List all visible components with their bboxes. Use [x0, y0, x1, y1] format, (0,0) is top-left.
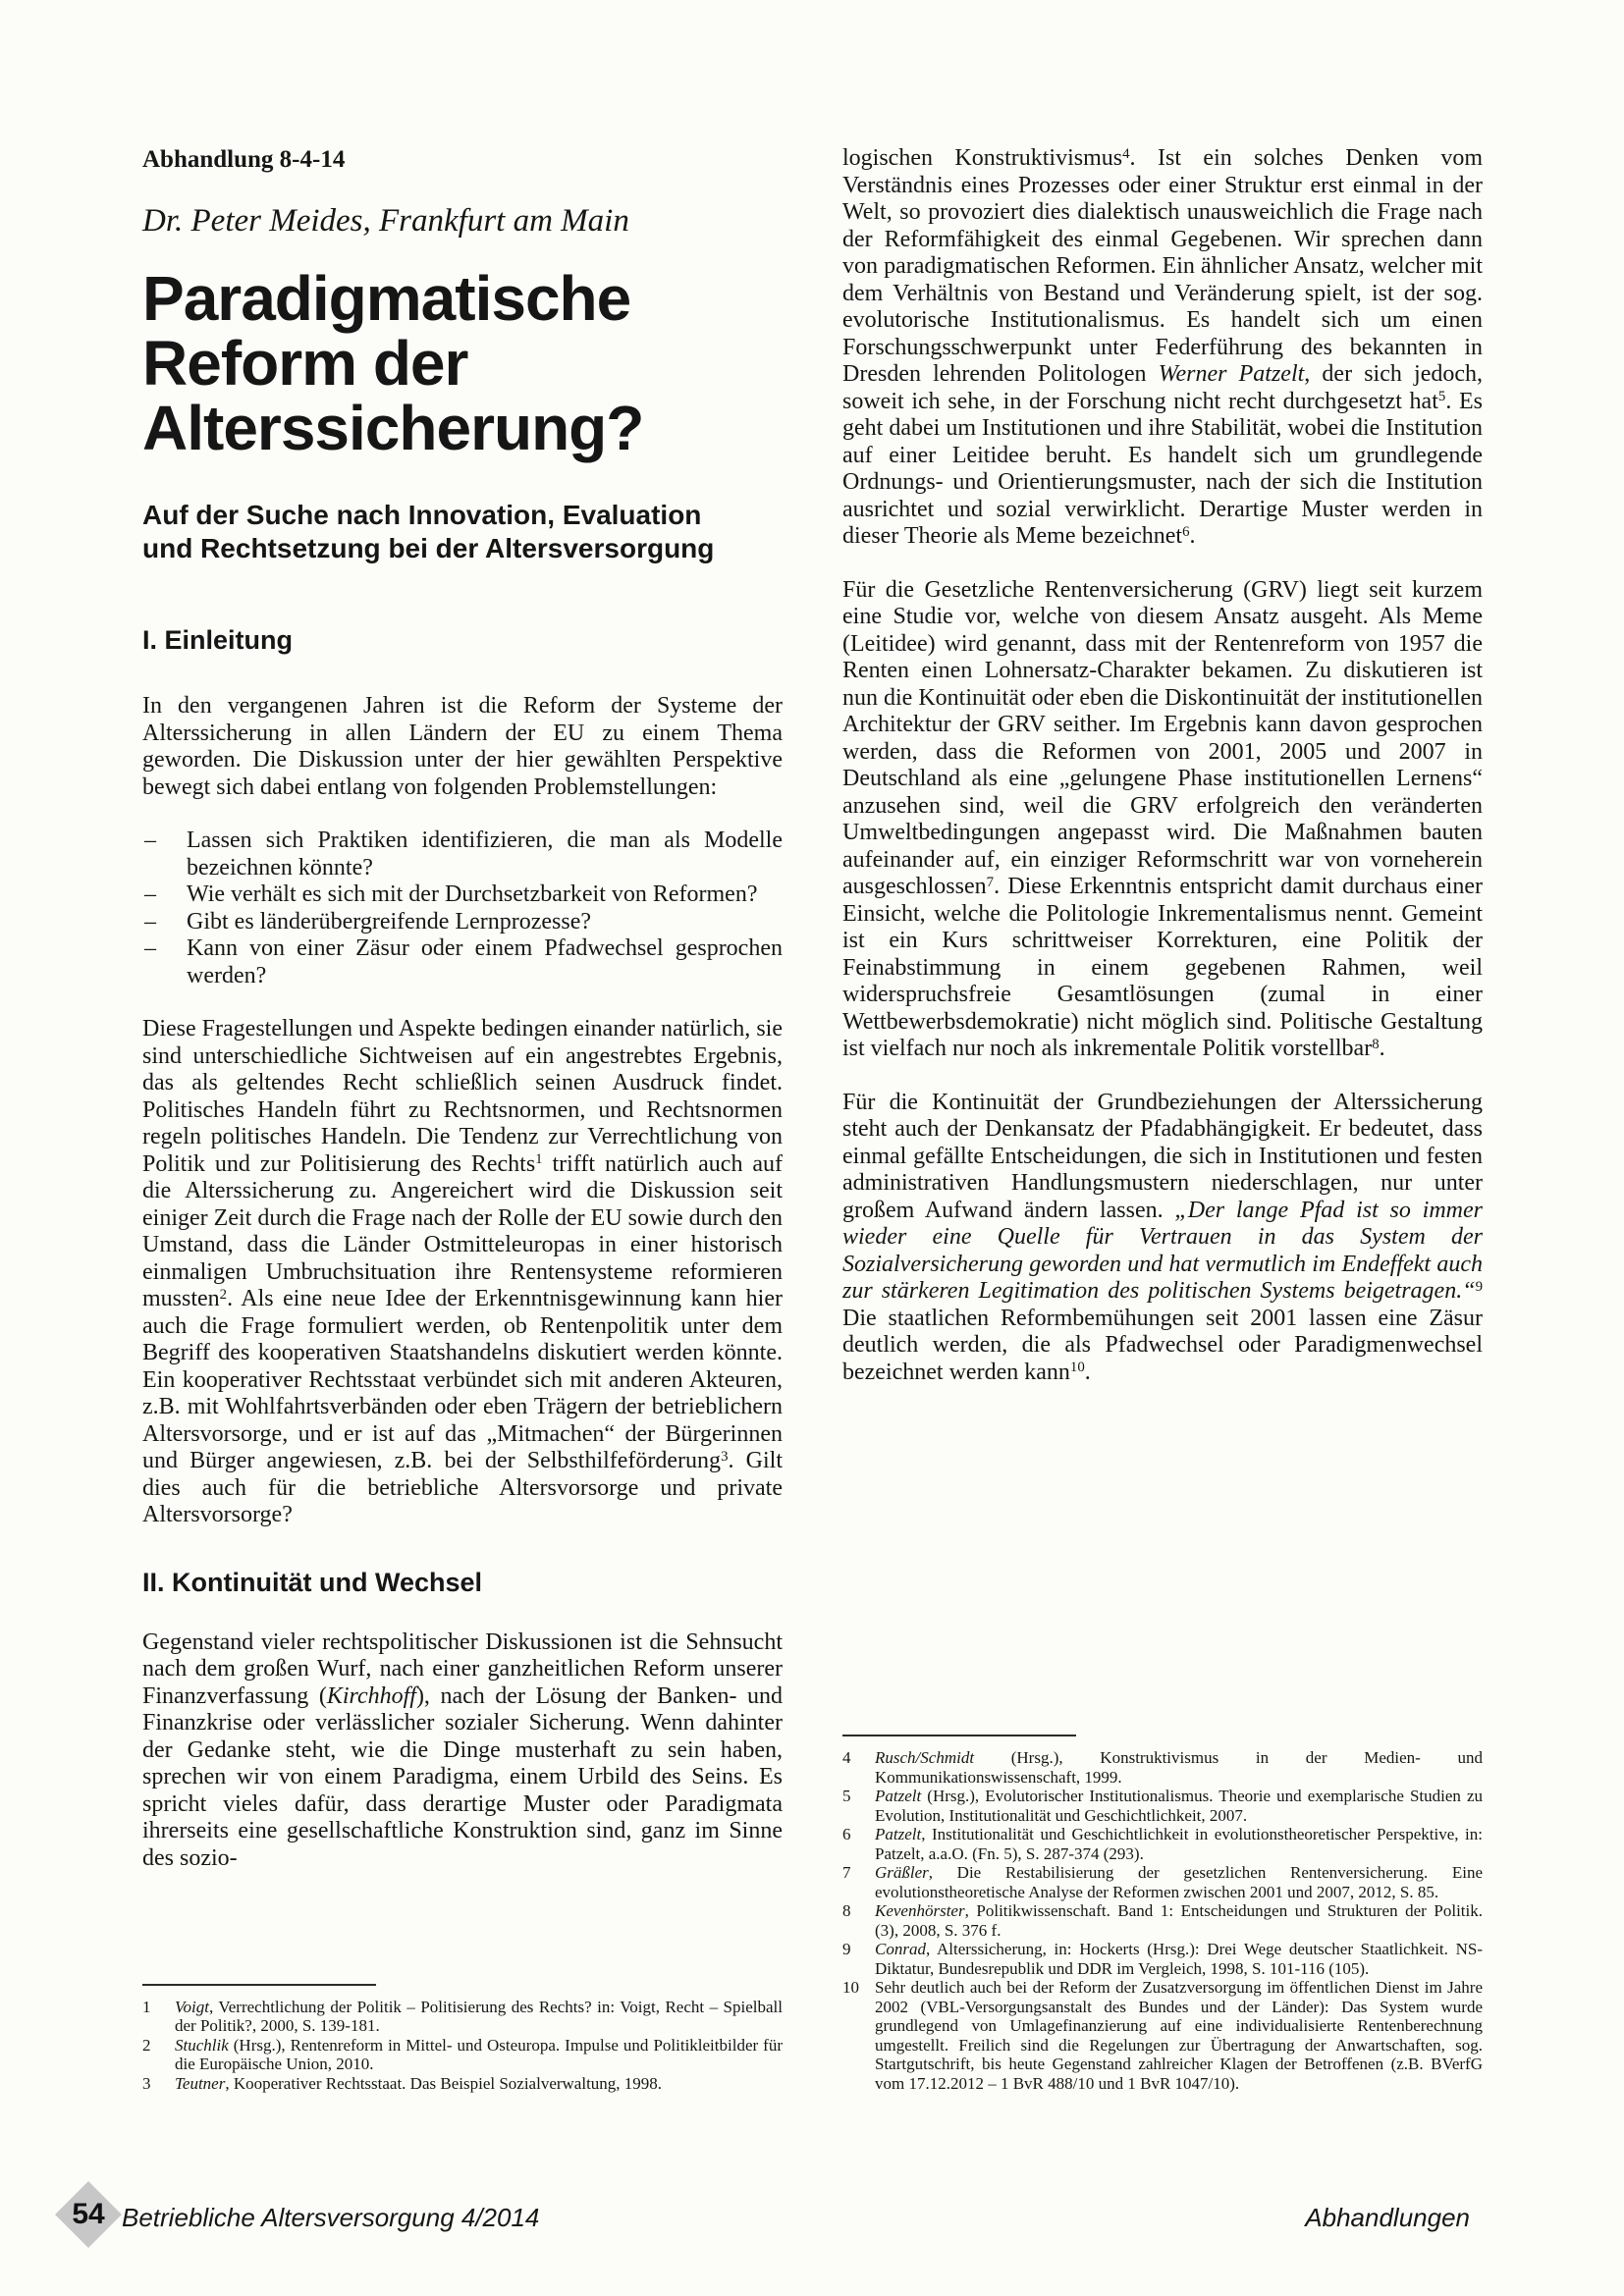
footnotes-left — [142, 1984, 783, 2094]
footnote-item — [142, 2074, 783, 2094]
footnote-number: 1 — [142, 1997, 151, 2016]
page-footer — [0, 2181, 1624, 2260]
question-text: Kann von einer Zäsur oder einem Pfadwechsel gesprochen werden? — [187, 935, 783, 988]
footnote-text: Stuchlik (Hrsg.), Rentenreform in Mittel- und Osteuropa. Impulse und Politikleitbilder für die Europäische Union, 2010. — [175, 2035, 783, 2073]
question-list — [142, 828, 783, 989]
footnote-item — [842, 1825, 1483, 1863]
paragraph-right-3: Für die Kontinuität der Grundbeziehungen der Alterssicherung steht auch der Denkansatz der Pfadabhängigkeit. Er bedeutet, dass einmal gefällte Entscheidungen, die sich in Institutionen und festen administrativen Handlungsmustern niederschlagen, nur unter großem Aufwand ändern lassen. „Der lange Pfad ist so immer wieder eine Quelle für Vertrauen in das System der Sozialversicherung geworden und hat vermutlich im Endeffekt auch zur stärkeren Legitimation des politischen Systems beigetragen.“$^9$ Die staatlichen Reformbemühungen seit 2001 lassen eine Zäsur deutlich werden, die als Pfadwechsel oder Paradigmenwechsel bezeichnet werden kann$^{10}$. — [842, 1089, 1483, 1385]
footer-section-label: Abhandlungen — [1305, 2203, 1470, 2232]
footnote-text: Patzelt, Institutionalität und Geschichtlichkeit in evolutionstheoretischer Perspektive, in: Patzelt, a.a.O. (Fn. 5), S. 287-374 (293). — [875, 1825, 1483, 1863]
paragraph-intro: In den vergangenen Jahren ist die Reform der Systeme der Alterssicherung in allen Ländern der EU zu einem Thema geworden. Die Diskussion unter der hier gewählten Perspektive bewegt sich dabei entlang von folgenden Problemstellungen: — [142, 693, 783, 800]
section-heading-kontinuitaet: II. Kontinuität und Wechsel — [142, 1567, 483, 1597]
footnote-ref: 6 — [1182, 523, 1190, 540]
right-column — [842, 145, 1483, 1413]
footnote-number: 6 — [842, 1825, 851, 1843]
question-item — [142, 881, 783, 909]
paragraph-left-2: Diese Fragestellungen und Aspekte bedingen einander natürlich, sie sind unterschiedliche Sichtweisen auf ein angestrebtes Ergebnis, das als geltendes Recht schließlich seinen Ausdruck findet. Politisches Handeln führt zu Rechtsnormen, und Rechtsnormen regeln politisches Handeln. Die Tendenz zur Verrechtlichung von Politik und zur Politisierung des Rechts$^1$ trifft natürlich auch auf die Alterssicherung zu. Angereichert wird die Diskussion seit einiger Zeit durch die Frage nach der Rolle der EU sowie durch den Umstand, dass die Länder Ostmitteleuropas in einer historisch einmaligen Umbruchsituation ihre Rentensysteme reformieren mussten$^2$. Als eine neue Idee der Erkenntnisgewinnung kann hier auch die Frage formuliert werden, ob Rentenpolitik unter dem Begriff des kooperativen Staatshandelns diskutiert werden könnte. Ein kooperativer Rechtsstaat verbündet sich mit anderen Akteuren, z.B. mit Wohlfahrtsverbänden oder eben Trägern der betrieblichern Altersvorsorge, und er ist auf das „Mitmachen“ der Bürgerinnen und Bürger angewiesen, z.B. bei der Selbsthilfeförderung$^3$. Gilt dies auch für die betriebliche Altersvorsorge und private Altersvorsorge? — [142, 1016, 783, 1527]
question-text: Gibt es länderübergreifende Lernprozesse? — [187, 908, 592, 934]
subtitle-line-2: und Rechtsetzung bei der Altersversorgung — [142, 533, 715, 563]
title-line-3: Alterssicherung? — [142, 393, 644, 463]
footnote-ref: 7 — [986, 874, 995, 890]
footnote-text: Gräßler, Die Restabilisierung der gesetzlichen Rentenversicherung. Eine evolutionstheoretische Analyse der Reformen zwischen 2001 und 2007, 2012, S. 85. — [875, 1863, 1483, 1901]
journal-title: Betriebliche Altersversorgung 4/2014 — [122, 2203, 540, 2232]
footnote-text: Sehr deutlich auch bei der Reform der Zusatzversorgung im öffentlichen Dienst im Jahre 2002 (VBL-Versorgungsanstalt des Bundes und der Länder): Das System wurde grundlegend von Umlagefinanzierung auf eine individualisierte Rentenberechnung umgestellt. Freilich sind die Regelungen zur Übertragung der Anwartschaften, sog. Startgutschrift, bis heute Gegenstand zahlreicher Klagen der Betroffenen (z.B. BVerfG vom 17.12.2012 – 1 BvR 488/10 und 1 BvR 1047/10). — [875, 1978, 1483, 2093]
footnote-number: 7 — [842, 1863, 851, 1882]
footnote-item — [842, 1863, 1483, 1901]
footnote-list-right — [842, 1748, 1483, 2093]
section-heading-einleitung: I. Einleitung — [142, 625, 293, 655]
question-item — [142, 935, 783, 989]
footnote-number: 10 — [842, 1978, 859, 1997]
footnote-list-left — [142, 1998, 783, 2094]
dash-marker: – — [144, 935, 156, 961]
paragraph-left-3: Gegenstand vieler rechtspolitischer Diskussionen ist die Sehnsucht nach dem großen Wurf, nach einer ganzheitlichen Reform unserer Finanzverfassung (Kirchhoff), nach der Lösung der Banken- und Finanzkrise oder verlässlicher sozialer Sicherung. Wenn dahinter der Gedanke steht, wie die Dinge musterhaft zu sein haben, sprechen wir von einem Paradigma, einem Urbild des Seins. Es spricht vieles dafür, dass derartige Muster oder Paradigmata ihrerseits eine gesellschaftliche Konstruktion sind, ganz im Sinne des sozio- — [142, 1629, 784, 1871]
footnote-separator-right — [842, 1735, 1076, 1736]
page-number: 54 — [72, 2198, 105, 2230]
footnote-number: 5 — [842, 1787, 851, 1805]
footnote-item — [842, 1748, 1483, 1787]
footnote-separator-left — [142, 1984, 376, 1986]
question-item — [142, 909, 783, 936]
footnote-ref: 3 — [721, 1448, 729, 1465]
question-item — [142, 828, 783, 881]
footnote-number: 4 — [842, 1748, 851, 1767]
footnote-text: Voigt, Verrechtlichung der Politik – Politisierung des Rechts? in: Voigt, Recht – Spielball der Politik?, 2000, S. 139-181. — [175, 1997, 783, 2035]
paragraph-right-1: logischen Konstruktivismus$^4$. Ist ein solches Denken vom Verständnis eines Prozesses oder einer Struktur erst einmal in der Welt, so provoziert dies dialektisch unausweichlich die Frage nach der Reformfähigkeit des einmal Gegebenen. Wir sprechen dann von paradigmatischen Reformen. Ein ähnlicher Ansatz, welcher mit dem Verhältnis von Bestand und Veränderung spielt, ist der sog. evolutorische Institutionalismus. Es handelt sich um einen Forschungsschwerpunkt unter Federführung des bekannten in Dresden lehrenden Politologen Werner Patzelt, der sich jedoch, soweit ich sehe, in der Forschung nicht recht durchgesetzt hat$^5$. Es geht dabei um Institutionen und ihre Stabilität, wobei die Institution auf einer Leitidee beruht. Es handelt sich um grundlegende Ordnungs- und Orientierungsmuster, nach der sich die Institution ausrichtet und sozial verwirklicht. Derartige Muster werden in dieser Theorie als Meme bezeichnet$^6$. — [842, 145, 1484, 549]
footnote-text: Kevenhörster, Politikwissenschaft. Band 1: Entscheidungen und Strukturen der Politik. (3), 2008, S. 376 f. — [875, 1901, 1483, 1940]
footnote-ref: 9 — [1475, 1278, 1483, 1295]
article-title — [142, 263, 783, 463]
footnote-ref: 8 — [1372, 1036, 1380, 1052]
article-kicker: Abhandlung 8-4-14 — [142, 146, 346, 173]
footnote-item — [842, 1787, 1483, 1825]
footnote-item — [842, 1940, 1483, 1978]
left-column — [142, 145, 783, 1898]
footnote-text: Patzelt (Hrsg.), Evolutorischer Institutionalismus. Theorie und exemplarische Studien zu Evolution, Institutionalität und Geschichtlichkeit, 2007. — [875, 1787, 1483, 1825]
footnote-ref: 5 — [1437, 389, 1446, 405]
title-line-1: Paradigmatische — [142, 263, 631, 334]
footnote-number: 8 — [842, 1901, 851, 1920]
question-text: Lassen sich Praktiken identifizieren, die man als Modelle bezeichnen könnte? — [187, 828, 783, 881]
footnote-ref: 4 — [1122, 145, 1130, 162]
article-subtitle — [142, 499, 783, 565]
footnote-text: Teutner, Kooperativer Rechtsstaat. Das Beispiel Sozialverwaltung, 1998. — [175, 2073, 663, 2093]
question-text: Wie verhält es sich mit der Durchsetzbarkeit von Reformen? — [187, 881, 758, 907]
title-line-2: Reform der — [142, 328, 468, 399]
footnote-ref: 10 — [1069, 1360, 1085, 1376]
footnotes-right — [842, 1735, 1483, 2093]
footnote-item — [142, 2036, 783, 2074]
footnote-ref: 2 — [219, 1286, 228, 1303]
subtitle-line-1: Auf der Suche nach Innovation, Evaluation — [142, 500, 702, 530]
footnote-text: Conrad, Alterssicherung, in: Hockerts (Hrsg.): Drei Wege deutscher Staatlichkeit. NS-Diktatur, Bundesrepublik und DDR im Vergleich, 1998, S. 101-116 (105). — [875, 1940, 1483, 1978]
dash-marker: – — [144, 881, 156, 907]
footnote-number: 2 — [142, 2035, 151, 2055]
dash-marker: – — [144, 908, 156, 934]
footnote-item — [842, 1901, 1483, 1940]
paragraph-right-2: Für die Gesetzliche Rentenversicherung (GRV) liegt seit kurzem eine Studie vor, welche von diesem Ansatz ausgeht. Als Meme (Leitidee) wird genannt, dass mit der Rentenreform von 1957 die Renten einen Lohnersatz-Charakter bekamen. Zu diskutieren ist nun die Kontinuität oder eben die Diskontinuität der institutionellen Architektur der GRV seither. Im Ergebnis kann davon gesprochen werden, dass die Reformen von 2001, 2005 und 2007 in Deutschland als eine „gelungene Phase institutionellen Lernens“ anzusehen sind, weil die GRV erfolgreich den veränderten Umweltbedingungen angepasst wird. Die Maßnahmen bauten aufeinander auf, ein einziger Reformschritt war von vorneherein ausgeschlossen$^7$. Diese Erkenntnis entspricht damit durchaus einer Einsicht, welche die Politologie Inkrementalismus nennt. Gemeint ist ein Kurs schrittweiser Korrekturen, eine Politik der Feinabstimmung in einem gegebenen Rahmen, weil widerspruchsfreie Gesamtlösungen (zumal in einer Wettbewerbsdemokratie) nicht möglich sind. Politische Gestaltung ist vielfach nur noch als inkrementale Politik vorstellbar$^8$. — [842, 576, 1483, 1061]
footnote-text: Rusch/Schmidt (Hrsg.), Konstruktivismus in der Medien- und Kommunikationswissenschaft, 1999. — [875, 1748, 1483, 1787]
author-line: Dr. Peter Meides, Frankfurt am Main — [142, 203, 629, 239]
dash-marker: – — [144, 828, 156, 853]
footnote-ref: 1 — [535, 1151, 543, 1168]
footnote-number: 3 — [142, 2073, 151, 2093]
footnote-item — [842, 1978, 1483, 2093]
footnote-item — [142, 1998, 783, 2036]
footnote-number: 9 — [842, 1940, 851, 1958]
